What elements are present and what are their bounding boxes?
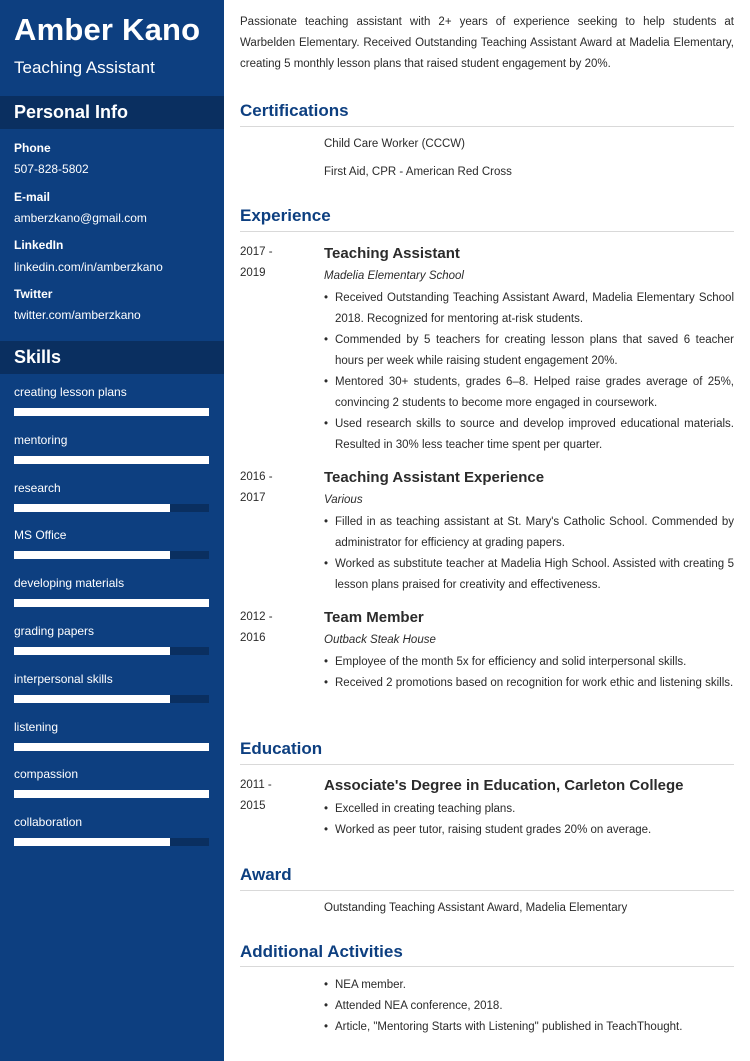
linkedin-value: linkedin.com/in/amberzkano <box>14 260 163 274</box>
personal-info-heading: Personal Info <box>0 96 224 129</box>
job-date <box>240 607 310 649</box>
section-divider <box>240 890 734 891</box>
section-divider <box>240 966 734 967</box>
certifications-title: Certifications <box>240 101 349 120</box>
job-title: Team Member <box>324 609 424 626</box>
list-item: • Commended by 5 teachers for creating lesson plans that saved 6 teacher hours per week while raising student engagement 20%. <box>324 330 734 372</box>
list-item: • Article, "Mentoring Starts with Listening" published in TeachThought. <box>324 1017 734 1038</box>
job-title: Teaching Assistant Experience <box>324 469 545 486</box>
section-divider <box>240 764 734 765</box>
list-item: • Used research skills to source and develop improved educational materials. Resulted in 30% less teacher time spent per quarter. <box>324 414 734 456</box>
list-item: • Received Outstanding Teaching Assistant Award, Madelia Elementary School 2018. Recognized for mentoring at-risk students. <box>324 288 734 330</box>
job-date-start: 2016 - <box>240 471 273 483</box>
skill-name: listening <box>14 719 59 734</box>
list-item: • Worked as peer tutor, raising student grades 20% on average. <box>324 820 734 841</box>
job-date-start: 2012 - <box>240 611 273 623</box>
skill-level-fill <box>14 504 170 512</box>
list-item: • Attended NEA conference, 2018. <box>324 996 734 1017</box>
experience-title: Experience <box>240 206 331 225</box>
phone-label: Phone <box>14 141 51 155</box>
list-item: • Excelled in creating teaching plans. <box>324 799 734 820</box>
main-content <box>224 0 750 1061</box>
skill-level-fill <box>14 790 209 798</box>
job-date-end: 2019 <box>240 267 266 279</box>
job-date-start: 2017 - <box>240 246 273 258</box>
job-company: Outback Steak House <box>324 634 436 646</box>
skill-level-bar <box>14 743 209 751</box>
education-date-end: 2015 <box>240 800 266 812</box>
skill-level-bar <box>14 456 209 464</box>
certification-item: First Aid, CPR - American Red Cross <box>324 166 512 178</box>
skill-level-fill <box>14 647 170 655</box>
activities-title: Additional Activities <box>240 942 403 961</box>
job-bullets <box>324 652 734 694</box>
list-item: • Filled in as teaching assistant at St. Mary's Catholic School. Commended by administrator for efficiency at grading papers. <box>324 512 734 554</box>
skill-level-fill <box>14 695 170 703</box>
skill-name: grading papers <box>14 624 95 638</box>
skill-level-bar <box>14 838 209 846</box>
linkedin-label: LinkedIn <box>14 238 64 252</box>
section-divider <box>240 126 734 127</box>
skill-name: creating lesson plans <box>14 385 127 399</box>
list-item: • Mentored 30+ students, grades 6–8. Helped raise grades average of 25%, convincing 2 students to become more engaged in coursework. <box>324 372 734 414</box>
skill-level-bar <box>14 790 209 798</box>
skills-heading: Skills <box>0 341 224 374</box>
job-bullets <box>324 288 734 456</box>
skill-level-bar <box>14 599 209 607</box>
education-bullets <box>324 799 734 841</box>
phone-value: 507-828-5802 <box>14 162 89 176</box>
candidate-role: Teaching Assistant <box>14 58 155 77</box>
summary-text: Passionate teaching assistant with 2+ years of experience seeking to help students at Warbelden Elementary. Received Outstanding Teaching Assistant Award at Madelia Elementary, creating 5 monthly lesson plans that raised student engagement by 20%. <box>240 16 734 70</box>
skill-name: MS Office <box>14 528 67 543</box>
skill-level-bar <box>14 695 209 703</box>
section-divider <box>240 231 734 232</box>
twitter-value: twitter.com/amberzkano <box>14 308 141 322</box>
skill-level-bar <box>14 408 209 416</box>
skill-name: collaboration <box>14 815 83 830</box>
award-title: Award <box>240 865 292 884</box>
email-value: amberzkano@gmail.com <box>14 211 147 225</box>
skill-name: research <box>14 480 61 495</box>
skill-level-fill <box>14 838 170 846</box>
skill-name: interpersonal skills <box>14 671 113 686</box>
email-label: E-mail <box>14 190 51 204</box>
education-date-start: 2011 - <box>240 779 272 791</box>
skill-level-fill <box>14 743 209 751</box>
certification-item: Child Care Worker (CCCW) <box>324 138 465 150</box>
job-company: Various <box>324 494 363 506</box>
skill-level-bar <box>14 551 209 559</box>
skill-level-fill <box>14 456 209 464</box>
skill-level-fill <box>14 599 209 607</box>
list-item: • Worked as substitute teacher at Madelia High School. Assisted with creating 5 lesson plans praised for creativity and effectiveness. <box>324 554 734 596</box>
activities-bullets <box>324 975 734 1038</box>
award-text: Outstanding Teaching Assistant Award, Madelia Elementary <box>324 902 628 914</box>
skill-name: mentoring <box>14 432 68 447</box>
job-company: Madelia Elementary School <box>324 270 464 282</box>
job-date-end: 2017 <box>240 492 266 504</box>
sidebar <box>0 0 224 1061</box>
skill-level-bar <box>14 647 209 655</box>
education-date <box>240 775 310 817</box>
job-date <box>240 467 310 509</box>
job-date <box>240 242 310 284</box>
education-title: Education <box>240 739 323 758</box>
degree-title: Associate's Degree in Education, Carleton College <box>324 777 684 794</box>
twitter-label: Twitter <box>14 287 53 301</box>
list-item: • NEA member. <box>324 975 734 996</box>
skill-level-bar <box>14 504 209 512</box>
list-item: • Employee of the month 5x for efficiency and solid interpersonal skills. <box>324 652 734 673</box>
skill-level-fill <box>14 551 170 559</box>
skill-name: compassion <box>14 767 79 782</box>
job-bullets <box>324 512 734 596</box>
job-title: Teaching Assistant <box>324 245 460 262</box>
job-date-end: 2016 <box>240 632 266 644</box>
skill-level-fill <box>14 408 209 416</box>
candidate-name: Amber Kano <box>14 12 201 47</box>
skill-name: developing materials <box>14 576 125 591</box>
list-item: • Received 2 promotions based on recognition for work ethic and listening skills. <box>324 673 734 694</box>
